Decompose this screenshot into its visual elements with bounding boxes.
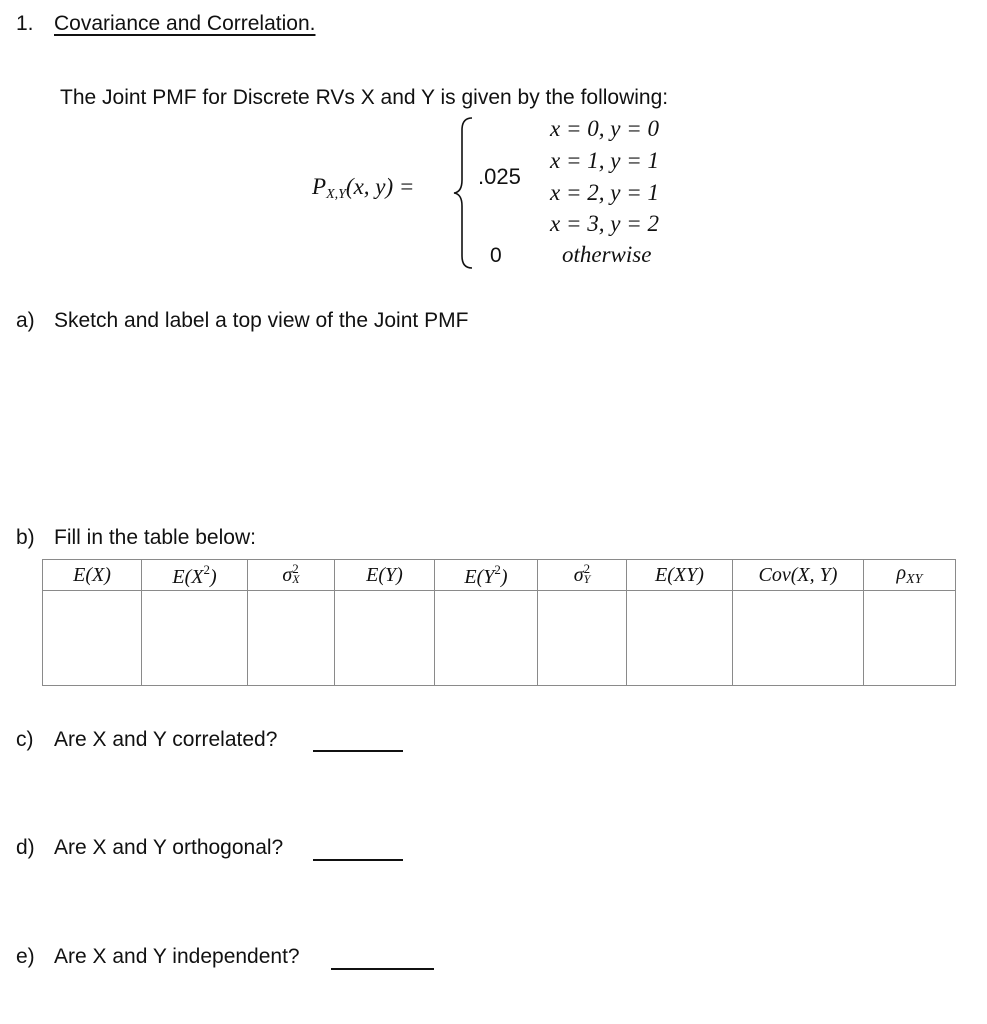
header-ey2: $E(Y^2)$ <box>435 560 538 591</box>
pmf-condition: x = 0, y = 0 <box>550 116 659 141</box>
pmf-lhs-args: (x, y) = <box>345 174 415 199</box>
answer-cell-ey2[interactable] <box>435 591 538 686</box>
header-rho: $\rho_{XY}$ <box>864 560 956 591</box>
header-ex2: $E(X^2)$ <box>142 560 248 591</box>
intro-text: The Joint PMF for Discrete RVs X and Y is given by the following: <box>60 86 669 109</box>
problem-number: 1. <box>16 12 34 35</box>
question-b-text: Fill in the table below: <box>54 526 256 549</box>
answer-cell-var-y[interactable] <box>538 591 627 686</box>
header-var-x: σ 2 X <box>248 560 335 591</box>
answer-blank-e[interactable] <box>331 968 434 970</box>
pmf-zero-value: 0 <box>490 244 502 267</box>
question-c-text: Are X and Y correlated? <box>54 728 278 751</box>
left-brace-icon <box>452 116 476 270</box>
answer-cell-ey[interactable] <box>335 591 435 686</box>
answer-cell-cov[interactable] <box>733 591 864 686</box>
pmf-condition: x = 3, y = 2 <box>550 211 659 236</box>
question-e-text: Are X and Y independent? <box>54 945 300 968</box>
answer-blank-d[interactable] <box>313 859 403 861</box>
question-c-letter: c) <box>16 728 34 751</box>
table-header-row <box>43 560 956 591</box>
pmf-lhs-sub: X,Y <box>326 187 346 202</box>
pmf-condition: x = 1, y = 1 <box>550 148 659 173</box>
answer-cell-ex[interactable] <box>43 591 142 686</box>
pmf-lhs <box>312 174 414 203</box>
statistics-table <box>42 559 956 686</box>
answer-blank-c[interactable] <box>313 750 403 752</box>
question-b-letter: b) <box>16 526 35 549</box>
table-answer-row <box>43 591 956 686</box>
question-a-text: Sketch and label a top view of the Joint PMF <box>54 309 469 332</box>
question-a-letter: a) <box>16 309 35 332</box>
pmf-value: .025 <box>478 164 521 189</box>
answer-cell-rho[interactable] <box>864 591 956 686</box>
problem-title: Covariance and Correlation. <box>54 12 316 35</box>
header-cov: Cov(X, Y) <box>733 560 864 591</box>
header-ey: E(Y) <box>335 560 435 591</box>
answer-cell-ex2[interactable] <box>142 591 248 686</box>
answer-cell-var-x[interactable] <box>248 591 335 686</box>
header-ex: E(X) <box>43 560 142 591</box>
question-d-text: Are X and Y orthogonal? <box>54 836 284 859</box>
pmf-condition-otherwise: otherwise <box>562 242 652 267</box>
question-d-letter: d) <box>16 836 35 859</box>
pmf-lhs-p: P <box>312 174 327 199</box>
header-exy: E(XY) <box>627 560 733 591</box>
header-var-y: σ 2 Y <box>538 560 627 591</box>
pmf-condition: x = 2, y = 1 <box>550 180 659 205</box>
question-e-letter: e) <box>16 945 35 968</box>
answer-cell-exy[interactable] <box>627 591 733 686</box>
